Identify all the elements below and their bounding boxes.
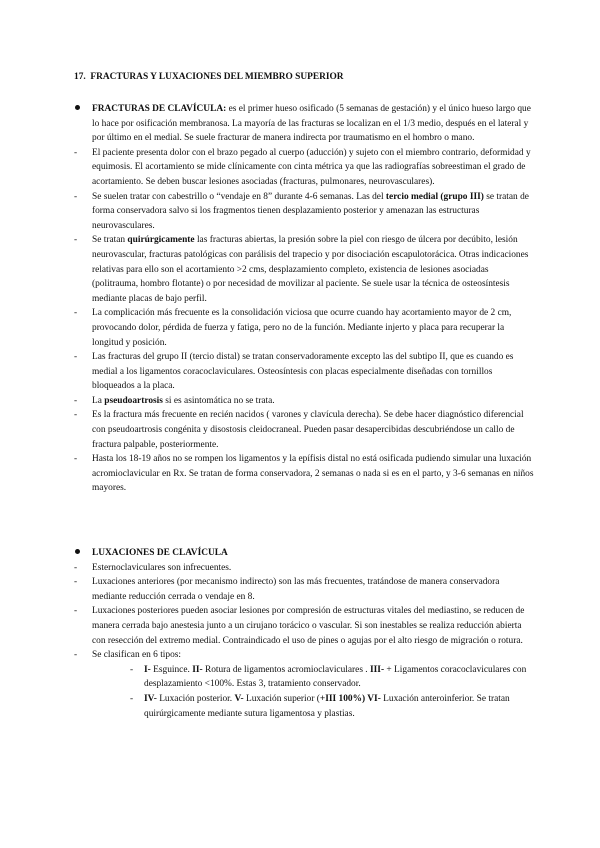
- list-item: - La complicación más frecuente es la consolidación viciosa que ocurre cuando hay acortamiento mayor de 2 cm, provocando dolor, pérdida de fuerza y fatiga, pero no de la función. Mediante injerto y placa para recuperar la longitud y posición.: [74, 308, 512, 348]
- sub-list-item: - IV- Luxación posterior. V- Luxación superior (+III 100%) VI- Luxación anteroinferior. Se tratan quirúrgicamente mediante sutura ligamentosa y plastias.: [130, 693, 510, 719]
- section-spacer: [74, 496, 534, 546]
- list-item: - El paciente presenta dolor con el brazo pegado al cuerpo (aducción) y sujeto con el miembro contrario, deformidad y equimosis. El acortamiento se mide clínicamente con cinta métrica ya que las radiografías sobreestiman el grado de acortamiento. Se deben buscar lesiones asociadas (fracturas, pulmonares, neurovasculares).: [74, 147, 531, 187]
- list-item: - Luxaciones anteriores (por mecanismo indirecto) son las más frecuentes, tratándose de manera conservadora mediante reducción cerrada o vendaje en 8.: [74, 577, 500, 602]
- heading-title: FRACTURAS Y LUXACIONES DEL MIEMBRO SUPERIOR: [90, 72, 344, 82]
- fracturas-intro: es el primer hueso osificado (5 semanas de gestación) y el único hueso largo que lo hace por osificación membranosa. La mayoría de las fracturas se localizan en el 1/3 medio, después en el lateral y por último en el medial. Se suele fracturar de manera indirecta por traumatismo en el hombro o mano.: [92, 104, 531, 144]
- list-item: - Es la fractura más frecuente en recién nacidos ( varones y clavícula derecha). Se debe hacer diagnóstico diferencial con pseudoartrosis congénita y disostosis cleidocraneal. Pueden pasar desapercibidas descubriéndose un callo de fractura palpable, posteriormente.: [74, 410, 524, 450]
- list-item: - Luxaciones posteriores pueden asociar lesiones por compresión de estructuras vitales del mediastino, se reducen de manera cerrada bajo anestesia junto a un cirujano torácico o vascular. Si son inestables se realiza reducción abierta con resección del extremo medial. Contraindicado el uso de pines o agujas por el alto riesgo de migración o rotura.: [74, 606, 525, 646]
- types-sublist: [92, 663, 534, 721]
- list-item: - La pseudoartrosis si es asintomática no se trata.: [74, 395, 275, 406]
- list-item: - Las fracturas del grupo II (tercio distal) se tratan conservadoramente excepto las del subtipo II, que es cuando es medial a los ligamentos coracoclaviculares. Osteosíntesis con placas especialmente diseñadas con tornillos bloqueados a la placa.: [74, 352, 514, 392]
- fracturas-list: [74, 102, 534, 496]
- list-item: - Hasta los 18-19 años no se rompen los ligamentos y la epífisis distal no está osificada pudiendo simular una luxación acromioclavicular en Rx. Se tratan de forma conservadora, 2 semanas o nada si es en el parto, y 3-6 semanas en niños mayores.: [74, 454, 534, 494]
- bullet-dot-icon: [74, 546, 88, 561]
- fracturas-section: [74, 102, 534, 496]
- list-item: - Se suelen tratar con cabestrillo o “vendaje en 8” durante 4-6 semanas. Las del tercio medial (grupo III) se tratan de forma conservadora salvo si los fragmentos tienen desplazamiento posterior y amenazan las estructuras neurovasculares.: [74, 191, 529, 231]
- list-item: - Se tratan quirúrgicamente las fracturas abiertas, la presión sobre la piel con riesgo de úlcera por decúbito, lesión neurovascular, fracturas patológicas con parálisis del trapecio y por disociación escapulotorácica. Otras indicaciones relativas para ello son el acortamiento >2 cms, desplazamiento completo, existencia de lesiones asociadas (politrauma, hombro flotante) o por necesidad de movilizar al paciente. Se suele usar la técnica de osteosíntesis mediante placas de bajo perfil.: [74, 235, 529, 304]
- section-heading: [74, 72, 534, 82]
- luxaciones-title: LUXACIONES DE CLAVÍCULA: [92, 548, 228, 559]
- list-item: - Se clasifican en 6 tipos: - I- Esguince. II- Rotura de ligamentos acromioclaviculares . III- + Ligamentos coracoclaviculares con desplazamiento <100%. Estas 3, tratamiento conservador. - IV- Luxación posterior. V- Luxación superior (+III 100%) VI- Luxación anteroinferior. Se tratan quirúrgicamente mediante sutura ligamentosa y plastias.: [74, 648, 534, 721]
- heading-number: 17.: [74, 72, 86, 82]
- luxaciones-list: [74, 546, 534, 721]
- fracturas-lead: [74, 102, 534, 146]
- luxaciones-lead: [74, 546, 534, 561]
- luxaciones-section: [74, 546, 534, 721]
- list-item: - Esternoclaviculares son infrecuentes.: [74, 562, 232, 573]
- bullet-dot-icon: [74, 102, 88, 117]
- fracturas-title: FRACTURAS DE CLAVÍCULA:: [92, 104, 227, 114]
- sub-list-item: - I- Esguince. II- Rotura de ligamentos acromioclaviculares . III- + Ligamentos coracoclaviculares con desplazamiento <100%. Estas 3, tratamiento conservador.: [130, 664, 527, 690]
